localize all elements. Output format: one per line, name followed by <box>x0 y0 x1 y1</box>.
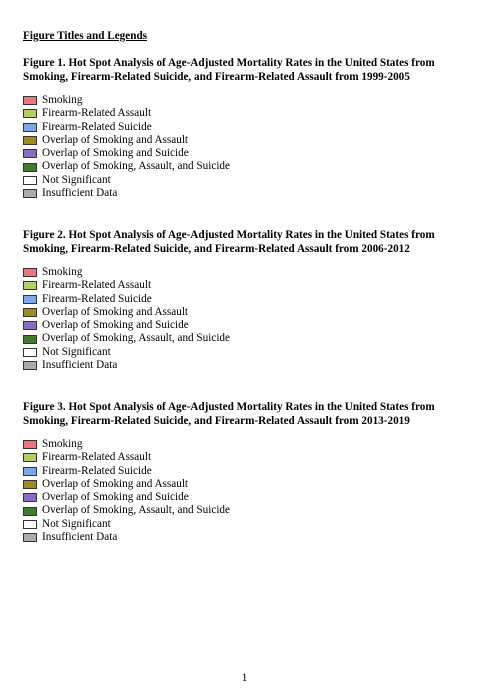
figure-2 <box>23 228 463 372</box>
legend-item <box>23 306 463 319</box>
legend-item <box>23 491 463 504</box>
legend-swatch <box>23 348 37 357</box>
legend-label: Firearm-Related Assault <box>42 279 152 292</box>
legend-swatch <box>23 109 37 118</box>
legend-swatch <box>23 453 37 462</box>
figure-1 <box>23 56 463 200</box>
legend-label: Overlap of Smoking and Suicide <box>42 491 189 504</box>
legend-label: Overlap of Smoking, Assault, and Suicide <box>42 504 230 517</box>
legend-item <box>23 531 463 544</box>
legend-swatch <box>23 163 37 172</box>
legend-label: Overlap of Smoking and Suicide <box>42 147 189 160</box>
figure-legend <box>23 438 463 544</box>
legend-swatch <box>23 321 37 330</box>
legend-label: Not Significant <box>42 173 111 186</box>
legend-swatch <box>23 268 37 277</box>
legend-swatch <box>23 96 37 105</box>
legend-item <box>23 94 463 107</box>
page-title: Figure Titles and Legends <box>23 30 148 42</box>
legend-item <box>23 107 463 120</box>
figure-legend <box>23 266 463 372</box>
legend-item <box>23 134 463 147</box>
legend-label: Overlap of Smoking and Assault <box>42 305 189 318</box>
legend-swatch <box>23 507 37 516</box>
legend-item <box>23 174 463 187</box>
legend-swatch <box>23 533 37 542</box>
legend-item <box>23 504 463 517</box>
legend-label: Insufficient Data <box>42 359 118 372</box>
figure-title: Figure 3. Hot Spot Analysis of Age-Adjusted Mortality Rates in the United States from Smoking, Firearm-Related Suicide, and Firearm-Related Assault from 2013-2019 <box>23 401 435 427</box>
legend-item <box>23 293 463 306</box>
legend-label: Firearm-Related Assault <box>42 451 152 464</box>
figure-3 <box>23 400 463 544</box>
legend-swatch <box>23 123 37 132</box>
legend-label: Firearm-Related Suicide <box>42 120 152 133</box>
legend-label: Insufficient Data <box>42 187 118 200</box>
legend-item <box>23 346 463 359</box>
legend-item <box>23 279 463 292</box>
legend-label: Firearm-Related Suicide <box>42 292 152 305</box>
legend-swatch <box>23 440 37 449</box>
legend-swatch <box>23 308 37 317</box>
legend-label: Smoking <box>42 438 83 450</box>
legend-swatch <box>23 136 37 145</box>
legend-label: Not Significant <box>42 345 111 358</box>
legend-swatch <box>23 295 37 304</box>
legend-item <box>23 332 463 345</box>
legend-item <box>23 147 463 160</box>
legend-swatch <box>23 480 37 489</box>
legend-label: Overlap of Smoking, Assault, and Suicide <box>42 332 230 345</box>
legend-item <box>23 478 463 491</box>
legend-swatch <box>23 189 37 198</box>
legend-swatch <box>23 520 37 529</box>
legend-swatch <box>23 493 37 502</box>
legend-item <box>23 160 463 173</box>
legend-swatch <box>23 176 37 185</box>
legend-item <box>23 266 463 279</box>
page-number: 1 <box>241 672 248 684</box>
legend-item <box>23 359 463 372</box>
legend-item <box>23 438 463 451</box>
legend-item <box>23 319 463 332</box>
legend-label: Smoking <box>42 94 83 106</box>
legend-label: Firearm-Related Assault <box>42 107 152 120</box>
legend-label: Overlap of Smoking and Suicide <box>42 319 189 332</box>
legend-label: Overlap of Smoking and Assault <box>42 477 189 490</box>
figure-legend <box>23 94 463 200</box>
legend-label: Overlap of Smoking, Assault, and Suicide <box>42 160 230 173</box>
legend-label: Smoking <box>42 266 83 278</box>
legend-item <box>23 518 463 531</box>
legend-item <box>23 187 463 200</box>
legend-label: Firearm-Related Suicide <box>42 464 152 477</box>
legend-swatch <box>23 281 37 290</box>
legend-swatch <box>23 149 37 158</box>
legend-label: Not Significant <box>42 517 111 530</box>
legend-item <box>23 451 463 464</box>
legend-swatch <box>23 361 37 370</box>
legend-item <box>23 121 463 134</box>
legend-item <box>23 465 463 478</box>
legend-swatch <box>23 467 37 476</box>
legend-swatch <box>23 335 37 344</box>
legend-label: Overlap of Smoking and Assault <box>42 133 189 146</box>
figure-title: Figure 2. Hot Spot Analysis of Age-Adjusted Mortality Rates in the United States from Smoking, Firearm-Related Suicide, and Firearm-Related Assault from 2006-2012 <box>23 229 435 255</box>
legend-label: Insufficient Data <box>42 531 118 544</box>
figure-title: Figure 1. Hot Spot Analysis of Age-Adjusted Mortality Rates in the United States from Smoking, Firearm-Related Suicide, and Firearm-Related Assault from 1999-2005 <box>23 57 435 83</box>
